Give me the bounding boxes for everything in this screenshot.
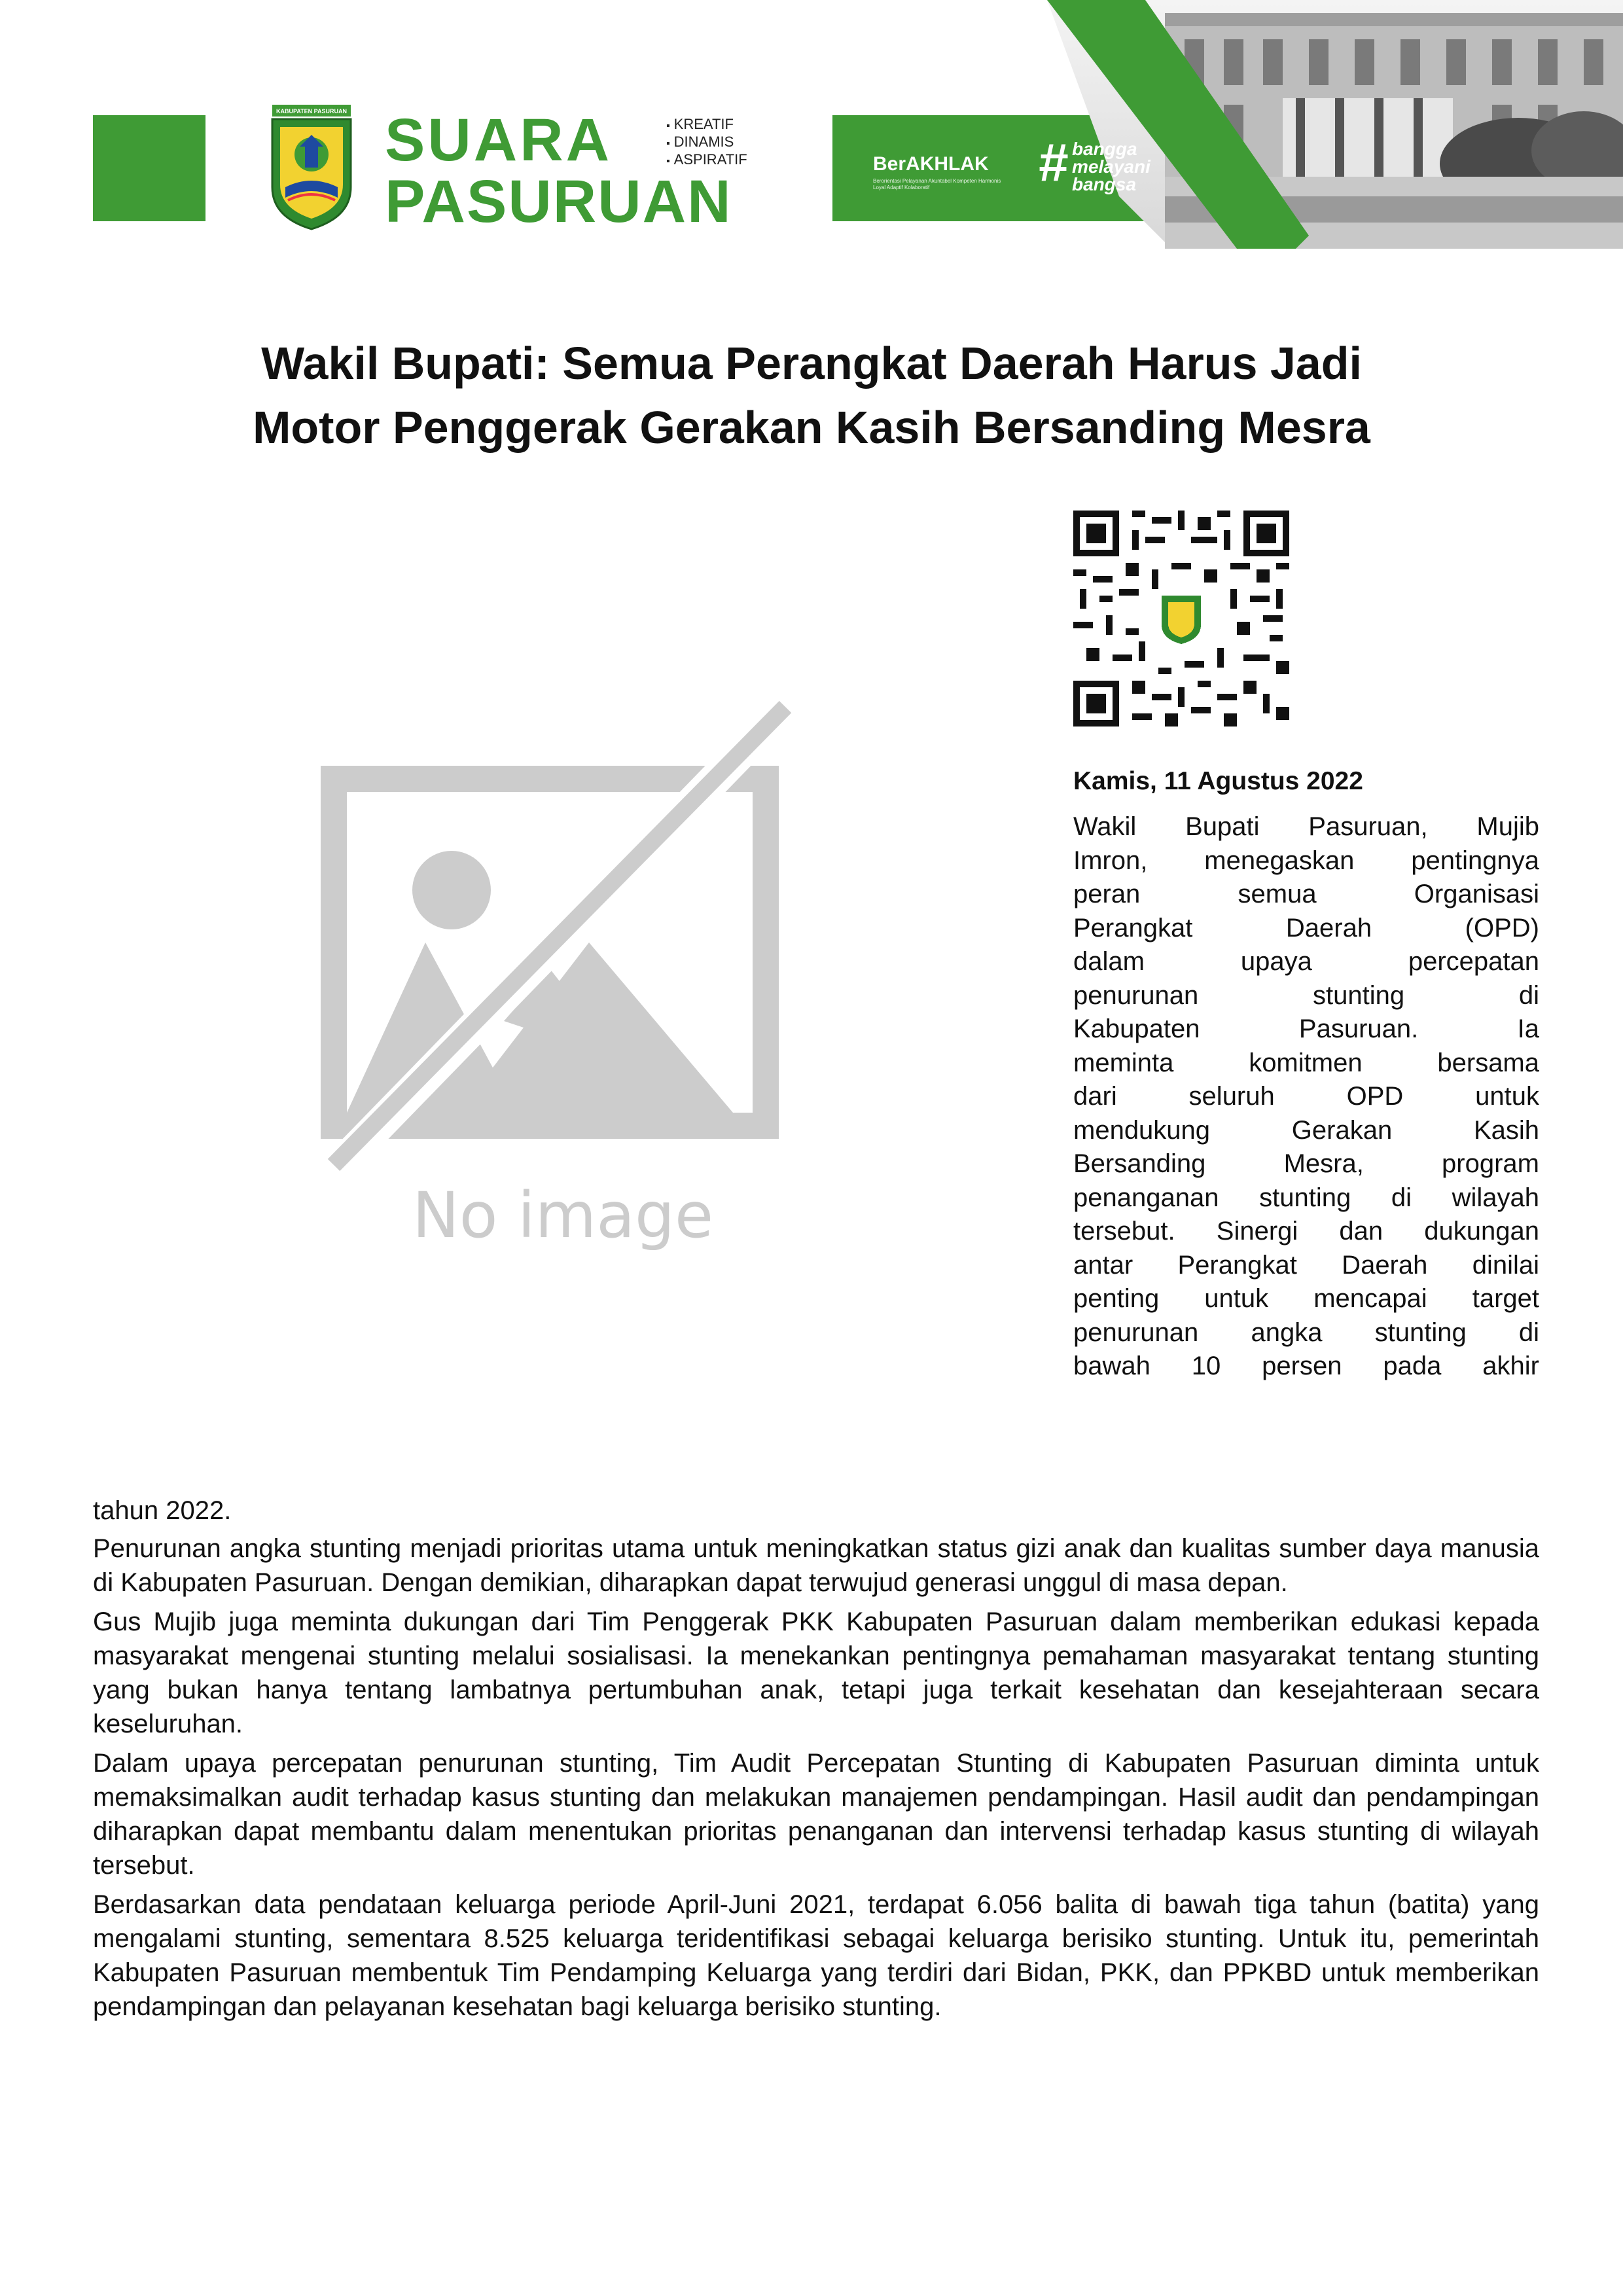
article-intro-column xyxy=(1073,810,1539,1384)
intro-line: dari seluruh OPD untuk xyxy=(1073,1082,1539,1111)
tagline-item: ▪ ASPIRATIF xyxy=(666,152,747,170)
bangga-line: bangsa xyxy=(1072,174,1137,194)
header-green-block xyxy=(93,115,205,221)
intro-line: dalam upaya percepatan xyxy=(1073,947,1539,976)
intro-line: peran semua Organisasi xyxy=(1073,880,1539,908)
intro-continuation: tahun 2022. xyxy=(93,1496,232,1525)
kabupaten-pasuruan-crest-logo xyxy=(266,102,357,232)
bangga-line: bangga xyxy=(1072,139,1137,159)
intro-line: tersebut. Sinergi dan dukungan xyxy=(1073,1217,1539,1246)
intro-line: Perangkat Daerah (OPD) xyxy=(1073,913,1539,942)
article-date: Kamis, 11 Agustus 2022 xyxy=(1073,767,1363,795)
no-image-placeholder xyxy=(314,694,838,1270)
body-paragraph: Penurunan angka stunting menjadi prioritas utama untuk meningkatkan status gizi anak dan kualitas sumber daya manusia di Kabupaten Pasuruan. Dengan demikian, diharapkan dapat terwujud generasi unggul di masa depan. xyxy=(93,1534,1539,1597)
crest-label: KABUPATEN PASURUAN xyxy=(276,108,347,115)
brand-line-1: SUARA xyxy=(385,107,613,173)
body-paragraph: Berdasarkan data pendataan keluarga periode April-Juni 2021, terdapat 6.056 balita di bawah tiga tahun (batita) yang mengalami stunting, sementara 8.525 keluarga teridentifikasi sebagai keluarga berisiko stunting. Untuk itu, pemerintah Kabupaten Pasuruan membentuk Tim Pendamping Keluarga yang terdiri dari Bidan, PKK, dan PPKBD untuk memberikan pendampingan dan pelayanan kesehatan bagi keluarga berisiko stunting. xyxy=(93,1890,1539,2021)
intro-line: penanganan stunting di wilayah xyxy=(1073,1183,1539,1212)
intro-line: antar Perangkat Daerah dinilai xyxy=(1073,1250,1539,1280)
article-title xyxy=(131,331,1492,459)
intro-line: Kabupaten Pasuruan. Ia xyxy=(1073,1014,1539,1043)
intro-line: Bersanding Mesra, program xyxy=(1073,1149,1539,1178)
berakhlak-subtitle: Berorientasi Pelayanan Akuntabel Kompeten Harmonis Loyal Adaptif Kolaboratif xyxy=(873,178,1001,190)
intro-line: penurunan angka stunting di xyxy=(1073,1318,1539,1347)
body-paragraph: Gus Mujib juga meminta dukungan dari Tim Penggerak PKK Kabupaten Pasuruan dalam memberikan edukasi kepada masyarakat mengenai stunting melalui sosialisasi. Ia menekankan pentingnya pemahaman masyarakat tentang stunting yang bukan hanya tentang lambatnya pertumbuhan anak, tetapi juga terkait kesehatan dan kesejahteraan secara keseluruhan. xyxy=(93,1607,1539,1738)
intro-line: mendukung Gerakan Kasih xyxy=(1073,1115,1539,1145)
intro-line: bawah 10 persen pada akhir xyxy=(1073,1352,1539,1380)
intro-line: penting untuk mencapai target xyxy=(1073,1284,1539,1313)
intro-line: meminta komitmen bersama xyxy=(1073,1048,1539,1077)
intro-line: Imron, menegaskan pentingnya xyxy=(1073,846,1539,875)
hashtag-icon: # xyxy=(1038,133,1068,192)
tagline-item: ▪ KREATIF xyxy=(666,117,747,134)
building-photo xyxy=(1047,0,1623,249)
intro-line: Wakil Bupati Pasuruan, Mujib xyxy=(1073,812,1539,841)
brand-line-2: PASURUAN xyxy=(385,168,732,235)
brand-tagline xyxy=(666,117,747,170)
intro-line: penurunan stunting di xyxy=(1073,980,1539,1010)
title-line-2: Motor Penggerak Gerakan Kasih Bersanding Mesra xyxy=(253,402,1370,453)
no-image-label: No image xyxy=(412,1179,714,1252)
tagline-item: ▪ DINAMIS xyxy=(666,134,747,152)
article-body xyxy=(93,1494,1539,2029)
body-paragraph: Dalam upaya percepatan penurunan stunting, Tim Audit Percepatan Stunting di Kabupaten Pasuruan diminta untuk memaksimalkan audit terhadap kasus stunting dan melakukan manajemen pendampingan. Hasil audit dan pendampingan diharapkan dapat membantu dalam menentukan prioritas penanganan dan intervensi terhadap kasus stunting di wilayah tersebut. xyxy=(93,1749,1539,1880)
qr-code[interactable] xyxy=(1073,511,1289,726)
berakhlak-logo: BerAKHLAK xyxy=(873,153,989,175)
title-line-1: Wakil Bupati: Semua Perangkat Daerah Harus Jadi xyxy=(261,338,1362,389)
bangga-line: melayani xyxy=(1072,156,1150,177)
